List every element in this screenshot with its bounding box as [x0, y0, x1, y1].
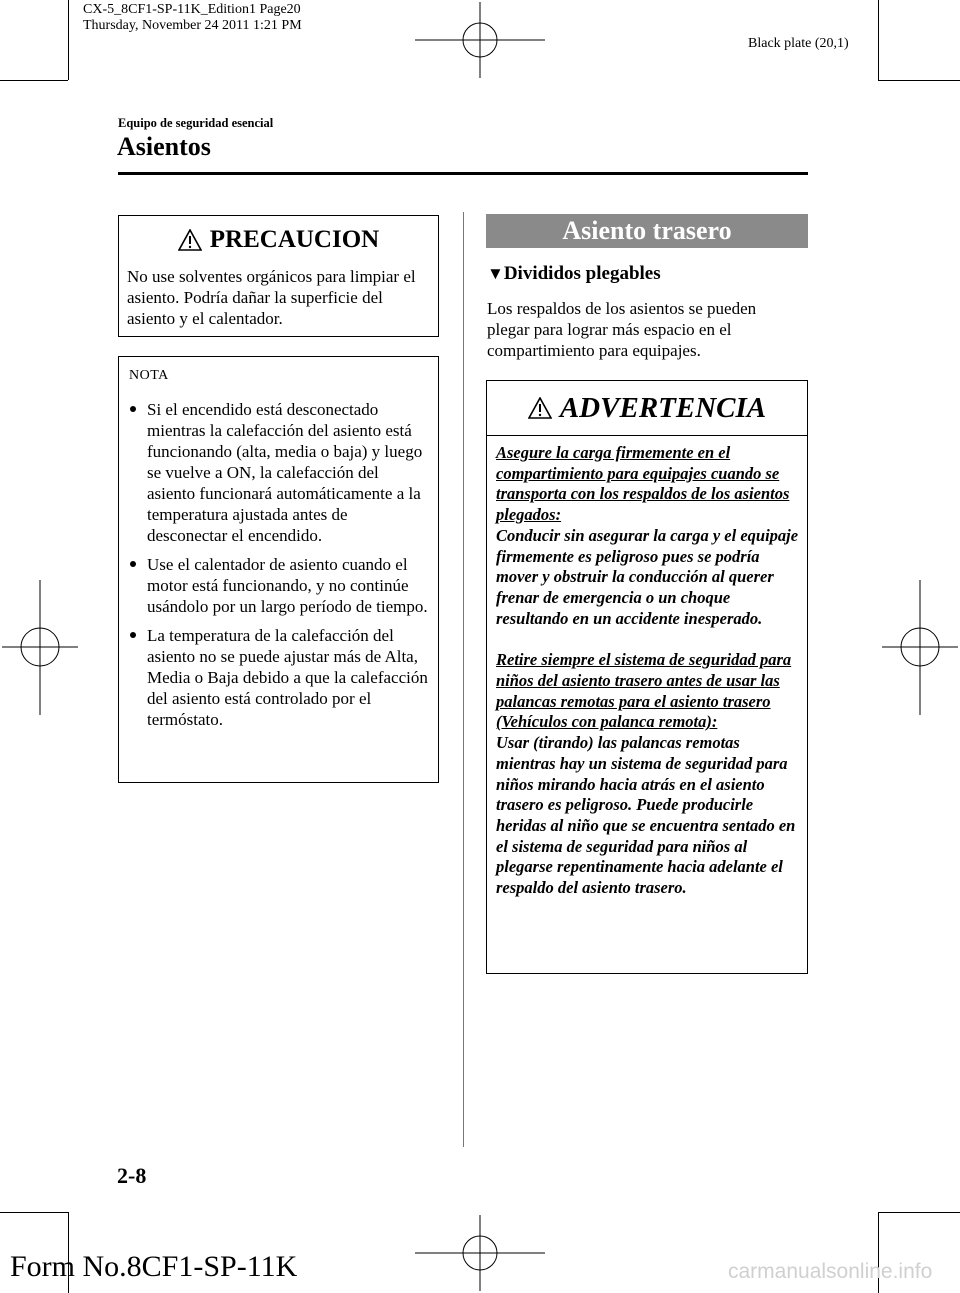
warning-header: [487, 381, 807, 436]
caution-body: No use solventes orgánicos para limpiar el asiento. Podría dañar la superficie del asiento y el calentador.: [127, 267, 416, 328]
nota-box: [118, 356, 439, 783]
file-info-line1: CX-5_8CF1-SP-11K_Edition1 Page20: [83, 2, 301, 17]
plate-label: Black plate (20,1): [748, 36, 849, 51]
watermark: carmanualsonline.info: [728, 1260, 933, 1283]
registration-target-right: [882, 580, 958, 715]
nota-title: NOTA: [129, 368, 169, 383]
warning-p2-body: Usar (tirando) las palancas remotas mientras hay un sistema de seguridad para niños mirando hacia atrás en el asiento trasero es peligroso. Puede producirle heridas al niño que se encuentra sentado en el sistema de seguridad para niños al plegarse repentinamente hacia adelante el respaldo del asiento trasero.: [496, 733, 796, 898]
warning-p1-body: Conducir sin asegurar la carga y el equipaje firmemente es peligroso pues se podría mover y obstruir la conducción al querer frenar de emergencia o un choque resultando en un accidente inesperado.: [496, 525, 799, 628]
list-item: [125, 399, 430, 546]
rear-seat-banner: Asiento trasero: [486, 214, 808, 248]
file-info-line2: Thursday, November 24 2011 1:21 PM: [83, 18, 302, 33]
warning-triangle-icon: [528, 397, 552, 419]
caution-title: PRECAUCION: [209, 226, 380, 253]
rear-seat-body: Los respaldos de los asientos se pueden plegar para lograr más espacio en el compartimiento para equipajes.: [487, 299, 757, 360]
bullet-icon: [130, 406, 136, 412]
rear-seat-subheading: [487, 263, 661, 285]
subheading-text: Divididos plegables: [503, 263, 661, 284]
warning-triangle-icon: [178, 229, 202, 251]
caution-box: [118, 215, 439, 337]
warning-p2-heading: Retire siempre el sistema de seguridad para niños del asiento trasero antes de usar las palancas remotas para el asiento trasero (Vehículos con palanca remota):: [496, 650, 792, 732]
nota-item-text: Use el calentador de asiento cuando el motor está funcionando, y no continúe usándolo por un largo período de tiempo.: [147, 555, 428, 616]
registration-target-bottom: [415, 1215, 545, 1291]
bullet-icon: [130, 632, 136, 638]
nota-item-text: La temperatura de la calefacción del asiento no se puede ajustar más de Alta, Media o Baja debido a que la calefacción del asiento está controlado por el termóstato.: [147, 626, 428, 729]
registration-target-top: [415, 2, 545, 78]
triangle-marker-icon: ▼: [487, 264, 504, 283]
nota-item-text: Si el encendido está desconectado mientras la calefacción del asiento está funcionando (alta, media o baja) y luego se vuelve a ON, la calefacción del asiento funcionará automáticamente a la temperatura ajustada antes de desconectar el encendido.: [147, 400, 423, 545]
section-title: Asientos: [117, 132, 211, 161]
bullet-icon: [130, 561, 136, 567]
registration-target-left: [2, 580, 78, 715]
caution-header: [119, 218, 438, 262]
list-item: [125, 625, 430, 730]
form-number: Form No.8CF1-SP-11K: [10, 1250, 298, 1283]
file-info: [83, 2, 302, 34]
page-number: 2-8: [117, 1163, 147, 1188]
column-divider: [463, 212, 464, 1147]
nota-list: [125, 399, 430, 738]
warning-p1-heading: Asegure la carga firmemente en el compartimiento para equipajes cuando se transporta con los respaldos de los asientos plegados:: [496, 443, 790, 525]
warning-box: [486, 380, 808, 974]
warning-body: [487, 436, 807, 899]
list-item: [125, 554, 430, 617]
section-rule: [118, 172, 808, 175]
section-subtitle: Equipo de seguridad esencial: [118, 116, 274, 130]
warning-title: ADVERTENCIA: [559, 391, 767, 424]
